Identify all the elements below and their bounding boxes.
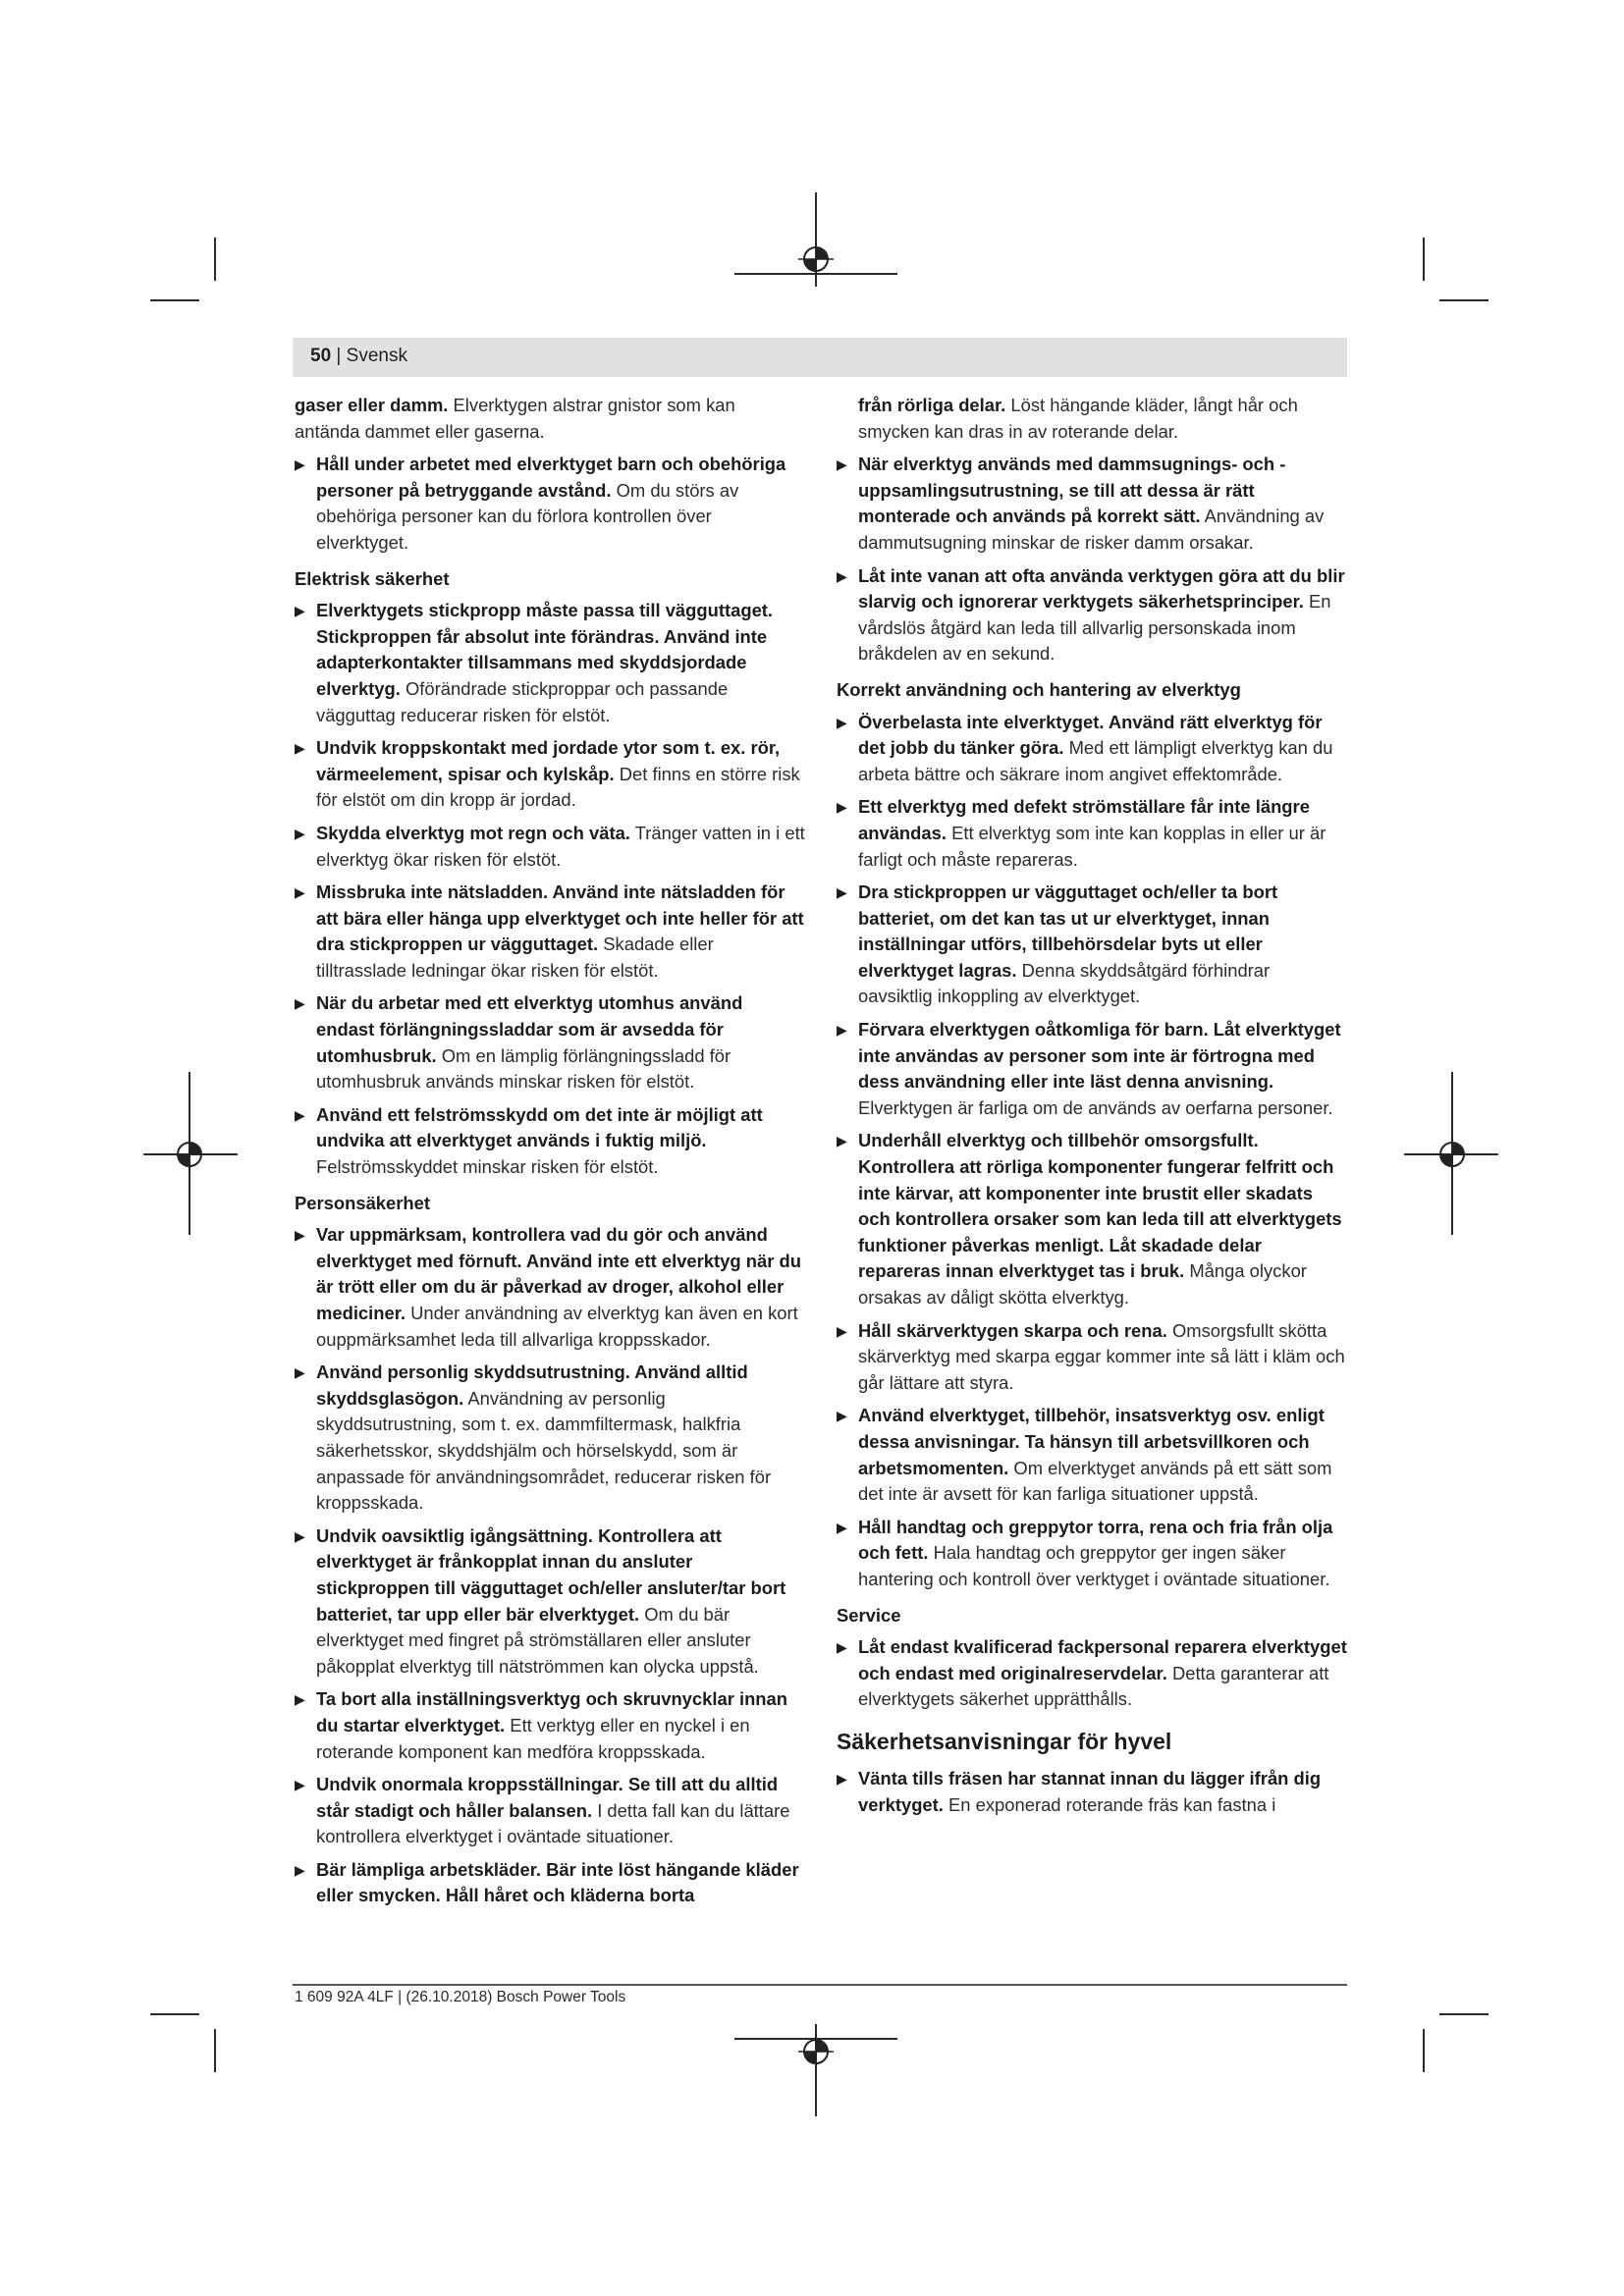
item-bold: Låt endast kvalificerad fackpersonal reparera elverktyget och endast med originalreservdelar. — [858, 1636, 1347, 1683]
header-language: Svensk — [346, 346, 407, 366]
item-text: Användning av dammutsugning minskar de risker damm orsakar. — [858, 506, 1325, 553]
right-intro-text: Löst hängande kläder, långt hår och smycken kan dras in av roterande delar. — [858, 395, 1298, 442]
list-item — [295, 452, 805, 556]
item-bold: Överbelasta inte elverktyget. Använd rätt elverktyg för det jobb du tänker göra. — [858, 711, 1323, 759]
bullet-arrow-icon: ▶ — [837, 1133, 847, 1149]
item-bold: Förvara elverktygen oåtkomliga för barn. Låt elverktyget inte användas av personer som inte är förtrogna med dess användning eller inte läst denna anvisning. — [858, 1019, 1341, 1093]
bullet-arrow-icon: ▶ — [837, 567, 847, 584]
list-item — [295, 1102, 805, 1181]
item-text: Tränger vatten in i ett elverktyg ökar risken för elstöt. — [316, 822, 805, 870]
item-bold: Håll handtag och greppytor torra, rena och fria från olja och fett. — [858, 1516, 1333, 1564]
list-item — [295, 1523, 805, 1681]
bullet-arrow-icon: ▶ — [295, 1527, 305, 1544]
item-bold: Använd elverktyget, tillbehör, insatsverktyg osv. enligt dessa anvisningar. Ta hänsyn till arbetsvillkoren och arbetsmomenten. — [858, 1405, 1325, 1478]
list-item — [837, 1515, 1347, 1593]
crop-mark-bottom-right-vertical — [1423, 2029, 1425, 2072]
registration-target-icon-right — [1435, 1137, 1470, 1172]
bullet-arrow-icon: ▶ — [837, 1408, 847, 1424]
item-bold: Håll skärverktygen skarpa och rena. — [858, 1319, 1167, 1341]
section-heading-electrical: Elektrisk säkerhet — [295, 567, 450, 589]
footer-doc-info: 1 609 92A 4LF | (26.10.2018) Bosch Power Tools — [295, 1989, 626, 2005]
list-item — [837, 880, 1347, 1010]
bullet-arrow-icon: ▶ — [837, 1639, 847, 1656]
crop-mark-top-right-vertical — [1423, 238, 1425, 281]
bullet-arrow-icon: ▶ — [295, 1106, 305, 1123]
bullet-arrow-icon: ▶ — [837, 1770, 847, 1787]
item-bold: Undvik kroppskontakt med jordade ytor som t. ex. rör, värmeelement, spisar och kylskåp. — [316, 737, 781, 784]
item-bold: Ett elverktyg med defekt strömställare får inte längre användas. — [858, 796, 1310, 843]
item-bold: Undvik onormala kroppsställningar. Se till att du alltid står stadigt och håller balansen. — [316, 1774, 779, 1821]
right-intro-bold: från rörliga delar. — [858, 395, 1006, 415]
bullet-arrow-icon: ▶ — [295, 1227, 305, 1244]
section-heading-usage: Korrekt användning och hantering av elverktyg — [837, 678, 1241, 700]
item-text: Elverktygen är farliga om de används av oerfarna personer. — [858, 1096, 1333, 1118]
item-bold: Använd personlig skyddsutrustning. Använd alltid skyddsglasögon. — [316, 1362, 748, 1409]
list-item — [837, 1318, 1347, 1397]
crop-mark-top-left-horizontal — [150, 299, 199, 301]
list-item — [837, 1766, 1347, 1818]
left-intro-paragraph — [295, 393, 805, 445]
bullet-arrow-icon: ▶ — [295, 825, 305, 841]
section-heading-planer: Säkerhetsanvisningar för hyvel — [837, 1728, 1172, 1754]
bullet-arrow-icon: ▶ — [837, 884, 847, 901]
item-text: Om en lämplig förlängningssladd för utomhusbruk används minskar risken för elstöt. — [316, 1044, 731, 1093]
item-bold: När elverktyg används med dammsugnings- och -uppsamlingsutrustning, se till att dessa är rätt monterade och används på korrekt sätt. — [858, 454, 1286, 527]
list-item — [295, 1360, 805, 1517]
item-bold: Låt inte vanan att ofta använda verktygen göra att du blir slarvig och ignorerar verktygets säkerhetsprinciper. — [858, 564, 1345, 613]
list-item — [837, 794, 1347, 873]
bullet-arrow-icon: ▶ — [837, 1322, 847, 1339]
item-bold: Missbruka inte nätsladden. Använd inte nätsladden för att bära eller hänga upp elverktyget och inte heller för att dra stickproppen ur vägguttaget. — [316, 881, 804, 955]
item-bold: Undvik oavsiktlig igångsättning. Kontrollera att elverktyget är frånkopplat innan du ansluter stickproppen till vägguttaget och/eller ansluter/tar bort batteriet, tar upp eller bär elverktyget. — [316, 1524, 786, 1625]
bullet-arrow-icon: ▶ — [295, 740, 305, 757]
personal-list — [295, 1222, 805, 1909]
item-text: Omsorgsfullt skötta skärverktyg med skarpa eggar kommer inte så lätt i kläm och går lättare att styra. — [858, 1319, 1345, 1393]
crop-mark-top-right-horizontal — [1439, 299, 1489, 301]
right-column — [837, 393, 1347, 1825]
left-intro-bold: gaser eller damm. — [295, 395, 449, 415]
registration-target-icon-top — [798, 241, 834, 277]
item-text: Om du bär elverktyget med fingret på strömställaren eller ansluter påkopplat elverktyg till nätströmmen kan olycka uppstå. — [316, 1603, 759, 1677]
service-list — [837, 1634, 1347, 1713]
bullet-arrow-icon: ▶ — [295, 1364, 305, 1381]
bullet-arrow-icon: ▶ — [837, 714, 847, 730]
list-item — [837, 1017, 1347, 1121]
usage-list — [837, 710, 1347, 1593]
item-bold: När du arbetar med ett elverktyg utomhus använd endast förlängningssladdar som är avsedda för utomhusbruk. — [316, 992, 743, 1066]
bullet-arrow-icon: ▶ — [837, 799, 847, 816]
item-text: I detta fall kan du lättare kontrollera elverktyget i oväntade situationer. — [316, 1799, 790, 1847]
planer-list — [837, 1766, 1347, 1818]
item-bold: Håll under arbetet med elverktyget barn och obehöriga personer på betryggande avstånd. — [316, 454, 786, 501]
bullet-arrow-icon: ▶ — [295, 995, 305, 1012]
bullet-arrow-icon: ▶ — [295, 1861, 305, 1878]
bullet-arrow-icon: ▶ — [295, 1777, 305, 1793]
list-item — [837, 1128, 1347, 1310]
page-number: 50 — [310, 346, 332, 366]
item-text: Hala handtag och greppytor ger ingen säker hantering och kontroll över verktyget i oväntade situationer. — [858, 1542, 1330, 1589]
electrical-list — [295, 598, 805, 1180]
item-text: Om elverktyget används på ett sätt som det inte är avsett för kan farliga situationer uppstå. — [858, 1457, 1332, 1505]
crop-mark-bottom-left-vertical — [214, 2029, 216, 2072]
list-item — [295, 880, 805, 984]
item-text: Denna skyddsåtgärd förhindrar oavsiktlig inkoppling av elverktyget. — [858, 959, 1271, 1007]
registration-target-icon-left — [172, 1137, 207, 1172]
list-item — [295, 1222, 805, 1353]
item-text: Felströmsskyddet minskar risken för elstöt. — [316, 1156, 659, 1178]
item-text: Skadade eller tilltrasslade ledningar ökar risken för elstöt. — [316, 934, 714, 981]
item-text: Ett elverktyg som inte kan kopplas in eller ur är farligt och måste repareras. — [858, 822, 1326, 870]
left-intro-text: Elverktygen alstrar gnistor som kan antända dammet eller gaserna. — [295, 395, 735, 442]
list-item — [295, 735, 805, 814]
item-bold: Skydda elverktyg mot regn och väta. — [316, 822, 630, 843]
item-text: Många olyckor orsakas av dåligt skötta elverktyg. — [858, 1260, 1307, 1308]
item-text: En exponerad roterande fräs kan fastna i — [948, 1793, 1276, 1815]
item-text: Med ett lämpligt elverktyg kan du arbeta bättre och säkrare inom angivet effektområde. — [858, 737, 1333, 784]
bullet-arrow-icon: ▶ — [837, 456, 847, 473]
page-header — [310, 346, 407, 367]
item-bold: Elverktygets stickpropp måste passa till vägguttaget. Stickproppen får absolut inte förändras. Använd inte adapterkontakter tillsammans med skyddsjordade elverktyg. — [316, 600, 774, 699]
list-item — [837, 452, 1347, 556]
item-text: Ett verktyg eller en nyckel i en roterande komponent kan medföra kroppsskada. — [316, 1714, 750, 1762]
list-item — [837, 710, 1347, 788]
header-separator: | — [331, 346, 347, 366]
bullet-arrow-icon: ▶ — [837, 1519, 847, 1535]
list-item — [295, 1686, 805, 1765]
bullet-arrow-icon: ▶ — [295, 884, 305, 901]
item-bold: Vänta tills fräsen har stannat innan du lägger ifrån dig verktyget. — [858, 1767, 1322, 1815]
bullet-arrow-icon: ▶ — [295, 1691, 305, 1708]
list-item — [295, 990, 805, 1095]
item-bold: Underhåll elverktyg och tillbehör omsorgsfullt. Kontrollera att rörliga komponenter fungerar felfritt och inte kärvar, att komponenter inte brustit eller skadats och kontrollera orsaker som kan leda till att elverktygets funktioner påverkas menligt. Låt skadade delar repareras innan elverktyget tas i bruk. — [858, 1130, 1342, 1282]
section-heading-personal: Personsäkerhet — [295, 1192, 431, 1213]
item-text: Under användning av elverktyg kan även en kort ouppmärksamhet leda till allvarliga kroppsskador. — [316, 1303, 798, 1350]
item-text: Detta garanterar att elverktygets säkerhet upprätthålls. — [858, 1662, 1329, 1710]
item-bold: Använd ett felströmsskydd om det inte är möjligt att undvika att elverktyget används i fuktig miljö. — [316, 1103, 763, 1151]
list-item — [837, 1634, 1347, 1713]
right-intro-paragraph — [837, 393, 1347, 445]
list-item — [837, 1403, 1347, 1507]
footer-rule — [293, 1984, 1347, 1986]
item-bold: Var uppmärksam, kontrollera vad du gör och använd elverktyget med förnuft. Använd inte ett elverktyg när du är trött eller om du är påverkad av droger, alkohol eller mediciner. — [316, 1224, 801, 1323]
right-top-list — [837, 452, 1347, 667]
section-heading-service: Service — [837, 1604, 901, 1626]
crop-mark-top-left-vertical — [214, 238, 216, 281]
bullet-arrow-icon: ▶ — [837, 1022, 847, 1039]
crop-mark-bottom-left-horizontal — [150, 2013, 199, 2015]
list-item — [295, 1857, 805, 1909]
list-item — [295, 821, 805, 873]
crop-mark-bottom-right-horizontal — [1439, 2013, 1489, 2015]
item-bold: Dra stickproppen ur vägguttaget och/eller ta bort batteriet, om det kan tas ut ur elverktyget, innan inställningar utförs, tillbehörsdelar byts ut eller elverktyget lagras. — [858, 881, 1278, 981]
item-text: Användning av personlig skyddsutrustning, som t. ex. dammfiltermask, halkfria säkerhetsskor, skyddshjälm och hörselskydd, som är anpassade för användningsområdet, reducerar risken för kroppsskada. — [316, 1387, 772, 1514]
bullet-arrow-icon: ▶ — [295, 603, 305, 619]
registration-target-icon-bottom — [798, 2034, 834, 2069]
list-item — [295, 1772, 805, 1850]
list-item — [837, 563, 1347, 667]
item-bold: Bär lämpliga arbetskläder. Bär inte löst hängande kläder eller smycken. Håll håret och kläderna borta — [316, 1858, 799, 1906]
item-text: Oförändrade stickproppar och passande vägguttag reducerar risken för elstöt. — [316, 677, 729, 725]
item-text: Det finns en större risk för elstöt om din kropp är jordad. — [316, 763, 800, 811]
item-bold: Ta bort alla inställningsverktyg och skruvnycklar innan du startar elverktyget. — [316, 1688, 788, 1735]
page-header-bar — [293, 338, 1347, 377]
item-text: Om du störs av obehöriga personer kan du förlora kontrollen över elverktyget. — [316, 479, 739, 553]
left-column — [295, 393, 805, 1916]
item-text: En vårdslös åtgärd kan leda till allvarlig personskada inom bråkdelen av en sekund. — [858, 591, 1331, 665]
bullet-arrow-icon: ▶ — [295, 456, 305, 473]
list-item — [295, 598, 805, 728]
